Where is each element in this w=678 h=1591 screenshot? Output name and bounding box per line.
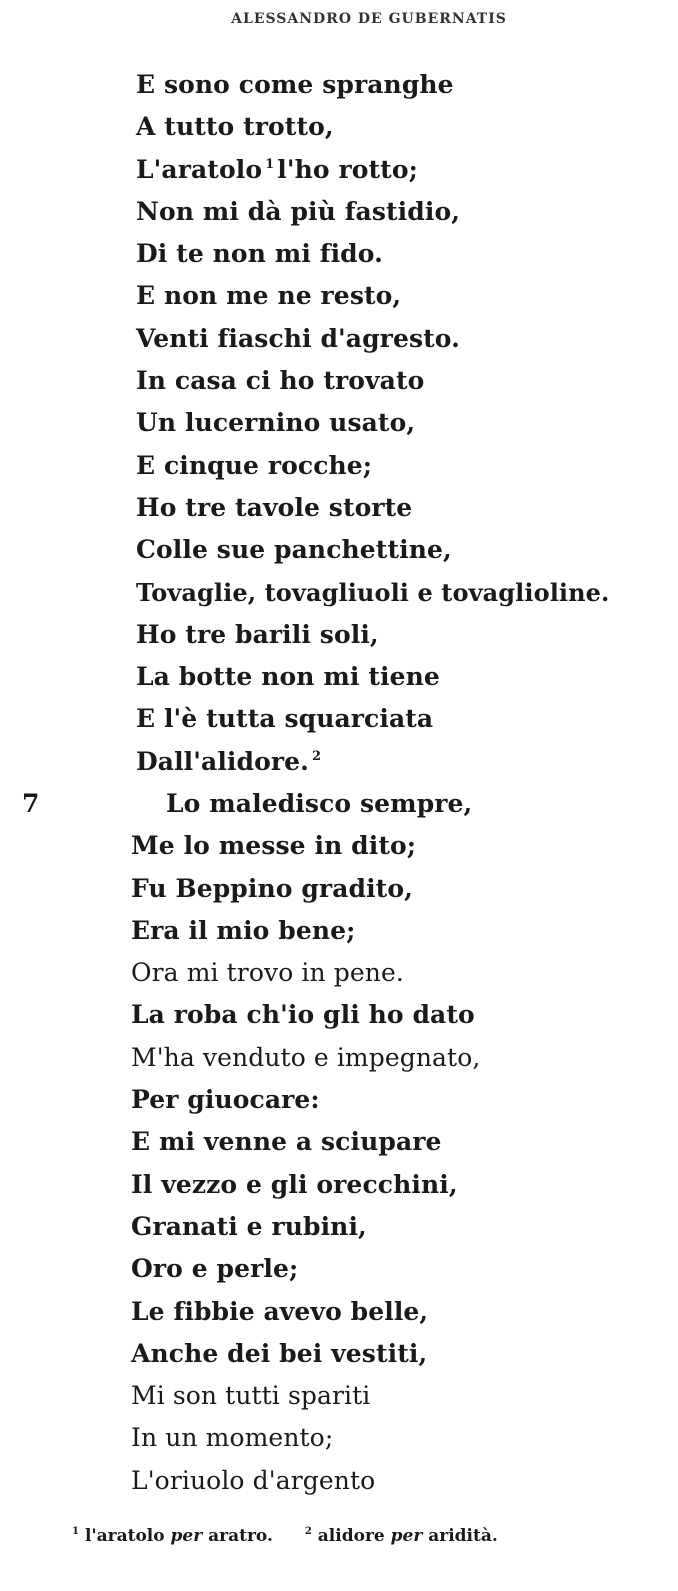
verse-line: E cinque rocche; (136, 450, 373, 480)
verse-line: Era il mio bene; (131, 915, 356, 945)
verse-line: Non mi dà più fastidio, (136, 196, 461, 226)
footnote-ref: 2 (311, 749, 322, 765)
verse-line: Venti fiaschi d'agresto. (136, 323, 460, 353)
verse-line: E l'è tutta squarciata (136, 704, 434, 734)
footnotes (0, 1526, 678, 1546)
verse-line: A tutto trotto, (136, 112, 334, 142)
footnote-mark: 2 (304, 1526, 312, 1538)
verse-line: Le fibbie avevo belle, (131, 1296, 429, 1326)
verse-line: Granati e rubini, (131, 1211, 367, 1241)
verse-line: Tovaglie, tovagliuoli e tovaglioline. (136, 577, 610, 607)
footnote-term: alidore (317, 1526, 385, 1546)
verse-line: E mi venne a sciupare (131, 1127, 442, 1157)
running-head: ALESSANDRO DE GUBERNATIS (231, 11, 507, 27)
verse-line: In un momento; (131, 1423, 334, 1453)
footnote-term: l'aratolo (84, 1526, 165, 1546)
verse-line: Fu Beppino gradito, (131, 873, 413, 903)
verse-line: Un lucernino usato, (136, 408, 416, 438)
footnote (305, 1526, 498, 1546)
verse-line: L'oriuolo d'argento (131, 1465, 376, 1495)
verse-line: Per giuocare: (131, 1085, 320, 1115)
footnote-gloss: aridità. (428, 1526, 498, 1546)
footnote-mark: 1 (72, 1526, 79, 1538)
footnote-per: per (170, 1526, 203, 1546)
verse-line: M'ha venduto e impegnato, (131, 1042, 481, 1072)
verse-line: Ho tre tavole storte (136, 492, 413, 522)
verse-line: Oro e perle; (131, 1254, 299, 1284)
footnote-per: per (390, 1526, 423, 1546)
verse-line: E sono come spranghe (136, 70, 454, 99)
footnote-ref: 1 (265, 157, 275, 173)
verse-line: Lo maledisco sempre, (166, 789, 473, 818)
footnote-gloss: aratro. (208, 1526, 273, 1546)
verse-line: Ora mi trovo in pene. (131, 958, 404, 988)
stanza-6-continuation (0, 64, 678, 783)
verse-line: Di te non mi fido. (136, 239, 383, 269)
verse-line: Il vezzo e gli orecchini, (131, 1169, 458, 1199)
verse-line: E non me ne resto, (136, 281, 402, 311)
verse-line: La roba ch'io gli ho dato (131, 1000, 475, 1030)
verse-line: Me lo messe in dito; (131, 831, 417, 861)
verse-line: L'aratolo $^1$ l'ho rotto; (136, 154, 418, 184)
stanza-number: 7 (22, 789, 40, 818)
verse-line: In casa ci ho trovato (136, 366, 425, 396)
stanza-7 (0, 783, 678, 1502)
verse-line: Dall'alidore. $^2$ (0, 741, 678, 783)
verse-line: Mi son tutti spariti (131, 1381, 371, 1411)
verse-line: Anche dei bei vestiti, (131, 1338, 428, 1368)
verse-line: Colle sue panchettine, (136, 535, 452, 565)
verse-line: Ho tre barili soli, (136, 619, 379, 649)
footnote (72, 1526, 273, 1546)
verse-line: La botte non mi tiene (136, 662, 440, 692)
